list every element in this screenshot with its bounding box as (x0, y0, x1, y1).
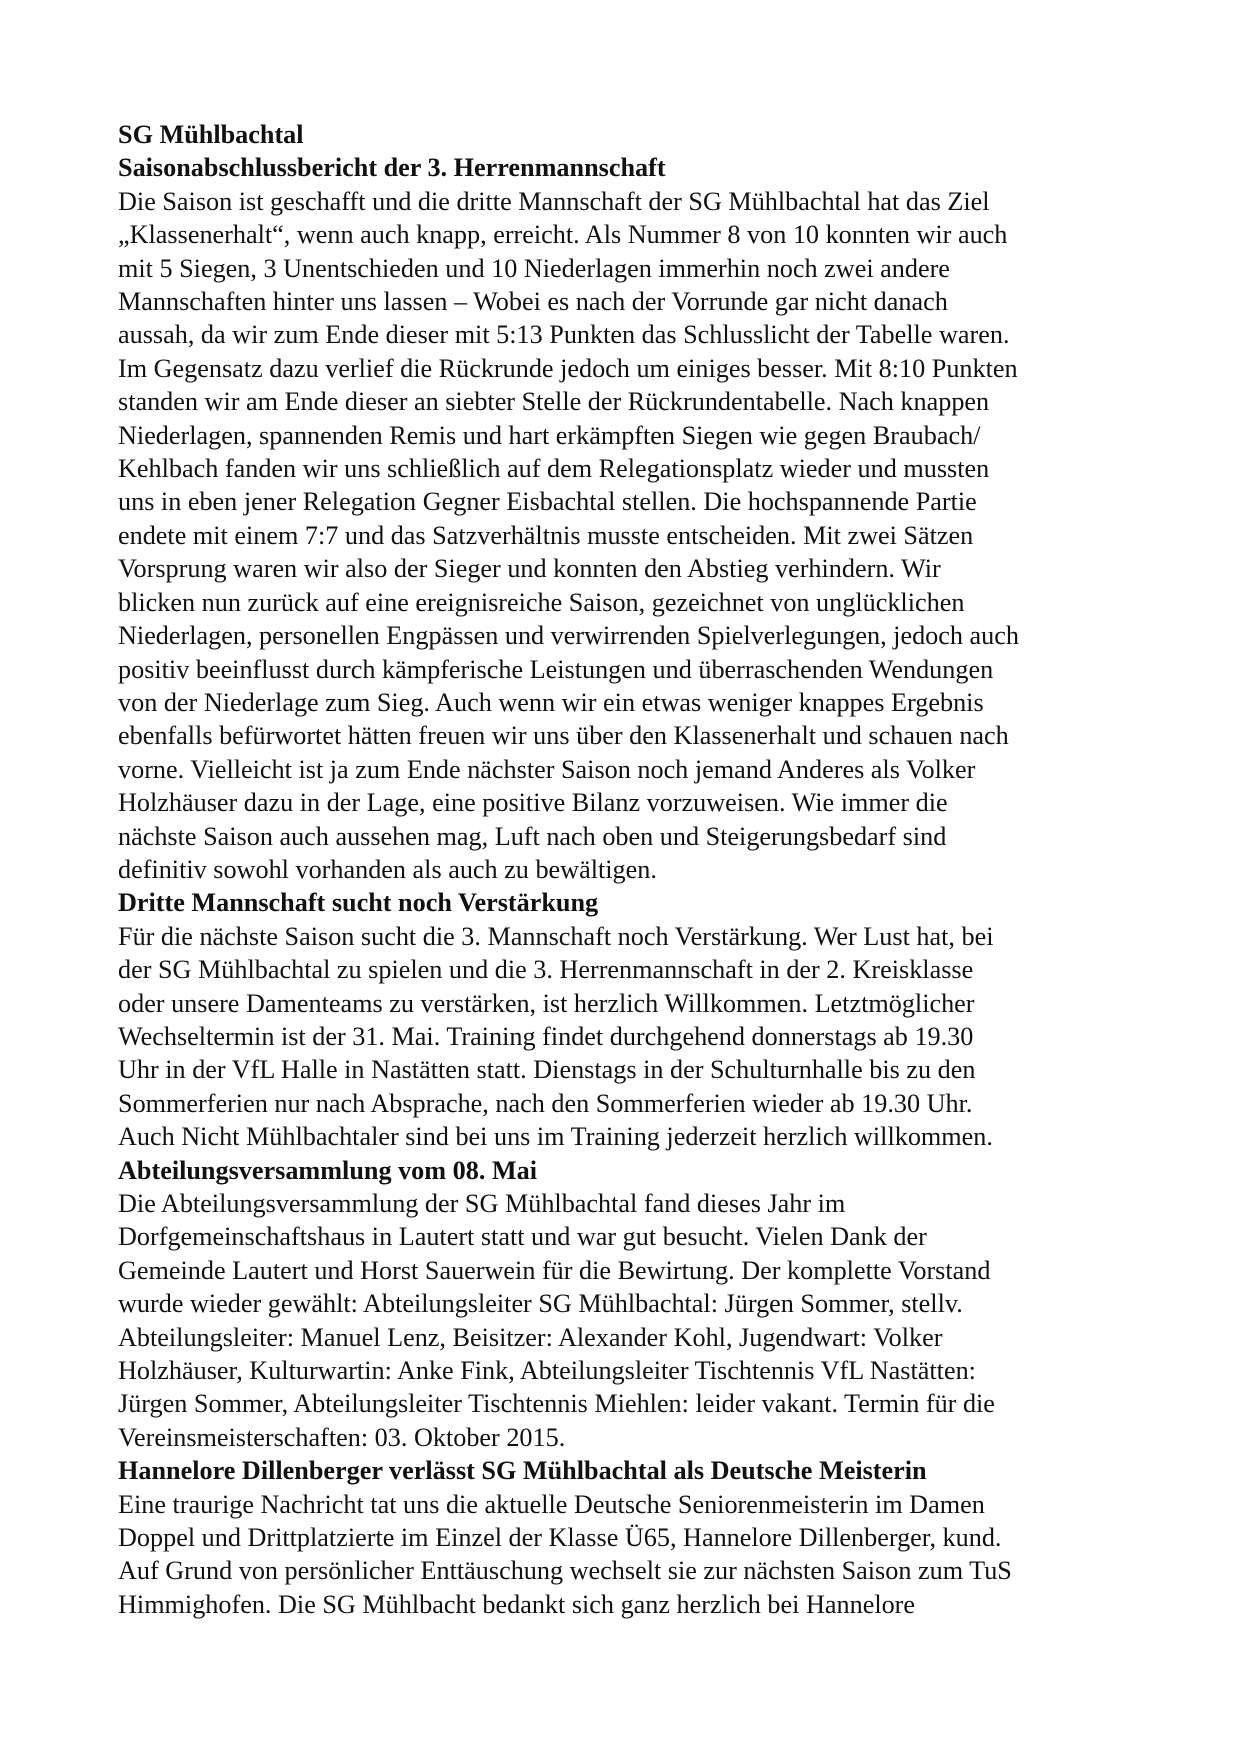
text-line: Dorfgemeinschaftshaus in Lautert statt und war gut besucht. Vielen Dank der (118, 1222, 927, 1252)
text-line: Kehlbach fanden wir uns schließlich auf dem Relegationsplatz wieder und mussten (118, 454, 990, 484)
text-line: Niederlagen, personellen Engpässen und verwirrenden Spielverlegungen, jedoch auch (118, 621, 1019, 651)
text-line: Wechseltermin ist der 31. Mai. Training findet durchgehend donnerstags ab 19.30 (118, 1021, 974, 1051)
text-line: mit 5 Siegen, 3 Unentschieden und 10 Niederlagen immerhin noch zwei andere (118, 253, 950, 283)
text-line: Auch Nicht Mühlbachtaler sind bei uns im Training jederzeit herzlich willkommen. (118, 1122, 993, 1152)
text-line: positiv beeinflusst durch kämpferische Leistungen und überraschenden Wendungen (118, 654, 994, 684)
section-body-team-recruitment (118, 920, 1134, 1154)
text-line: Abteilungsleiter: Manuel Lenz, Beisitzer: Alexander Kohl, Jugendwart: Volker (118, 1322, 943, 1352)
text-line: Eine traurige Nachricht tat uns die aktuelle Deutsche Seniorenmeisterin im Damen (118, 1489, 985, 1519)
text-line: Sommerferien nur nach Absprache, nach den Sommerferien wieder ab 19.30 Uhr. (118, 1088, 973, 1118)
text-line: endete mit einem 7:7 und das Satzverhältnis musste entscheiden. Mit zwei Sätzen (118, 520, 974, 550)
text-line: vorne. Vielleicht ist ja zum Ende nächster Saison noch jemand Anderes als Volker (118, 754, 976, 784)
text-line: Jürgen Sommer, Abteilungsleiter Tischtennis Miehlen: leider vakant. Termin für die (118, 1389, 995, 1419)
document-page (118, 118, 1134, 1621)
text-line: „Klassenerhalt“, wenn auch knapp, erreicht. Als Nummer 8 von 10 konnten wir auch (118, 220, 1008, 250)
text-line: Vereinsmeisterschaften: 03. Oktober 2015. (118, 1422, 566, 1452)
text-line: Mannschaften hinter uns lassen – Wobei es nach der Vorrunde gar nicht danach (118, 287, 948, 317)
text-line: Auf Grund von persönlicher Enttäuschung wechselt sie zur nächsten Saison zum TuS (118, 1556, 1012, 1586)
text-line: Für die nächste Saison sucht die 3. Mannschaft noch Verstärkung. Wer Lust hat, bei (118, 921, 994, 951)
text-line: von der Niederlage zum Sieg. Auch wenn wir ein etwas weniger knappes Ergebnis (118, 687, 984, 717)
section-body-assembly (118, 1187, 1134, 1454)
section-body-season-report (118, 185, 1134, 887)
text-line: Himmighofen. Die SG Mühlbacht bedankt sich ganz herzlich bei Hannelore (118, 1589, 916, 1619)
text-line: Uhr in der VfL Halle in Nastätten statt. Dienstags in der Schulturnhalle bis zu den (118, 1055, 976, 1085)
text-line: nächste Saison auch aussehen mag, Luft nach oben und Steigerungsbedarf sind (118, 821, 947, 851)
section-heading-team-recruitment: Dritte Mannschaft sucht noch Verstärkung (118, 888, 599, 918)
text-line: uns in eben jener Relegation Gegner Eisbachtal stellen. Die hochspannende Partie (118, 487, 977, 517)
text-line: Gemeinde Lautert und Horst Sauerwein für die Bewirtung. Der komplette Vorstand (118, 1255, 991, 1285)
text-line: Holzhäuser, Kulturwartin: Anke Fink, Abteilungsleiter Tischtennis VfL Nastätten: (118, 1356, 976, 1386)
text-line: definitiv sowohl vorhanden als auch zu bewältigen. (118, 854, 657, 884)
text-line: Im Gegensatz dazu verlief die Rückrunde jedoch um einiges besser. Mit 8:10 Punkten (118, 353, 1018, 383)
text-line: Niederlagen, spannenden Remis und hart erkämpften Siegen wie gegen Braubach/ (118, 420, 981, 450)
text-line: Die Abteilungsversammlung der SG Mühlbachtal fand dieses Jahr im (118, 1189, 846, 1218)
text-line: ebenfalls befürwortet hätten freuen wir uns über den Klassenerhalt und schauen nach (118, 721, 1009, 751)
section-body-dillenberger (118, 1488, 1134, 1622)
text-line: wurde wieder gewählt: Abteilungsleiter SG Mühlbachtal: Jürgen Sommer, stellv. (118, 1289, 963, 1319)
section-heading-season-report: Saisonabschlussbericht der 3. Herrenmannschaft (118, 153, 666, 183)
text-line: Die Saison ist geschafft und die dritte Mannschaft der SG Mühlbachtal hat das Ziel (118, 186, 990, 216)
text-line: blicken nun zurück auf eine ereignisreiche Saison, gezeichnet von unglücklichen (118, 587, 965, 617)
section-heading-assembly: Abteilungsversammlung vom 08. Mai (118, 1155, 537, 1185)
text-line: Vorsprung waren wir also der Sieger und konnten den Abstieg verhindern. Wir (118, 554, 941, 584)
text-line: der SG Mühlbachtal zu spielen und die 3. Herrenmannschaft in der 2. Kreisklasse (118, 955, 974, 985)
club-title: SG Mühlbachtal (118, 120, 304, 149)
text-line: Holzhäuser dazu in der Lage, eine positive Bilanz vorzuweisen. Wie immer die (118, 788, 948, 818)
text-line: oder unsere Damenteams zu verstärken, ist herzlich Willkommen. Letztmöglicher (118, 988, 975, 1018)
text-line: Doppel und Drittplatzierte im Einzel der Klasse Ü65, Hannelore Dillenberger, kund. (118, 1523, 1002, 1553)
text-line: standen wir am Ende dieser an siebter Stelle der Rückrundentabelle. Nach knappen (118, 387, 990, 417)
section-heading-dillenberger: Hannelore Dillenberger verlässt SG Mühlbachtal als Deutsche Meisterin (118, 1456, 927, 1486)
text-line: aussah, da wir zum Ende dieser mit 5:13 Punkten das Schlusslicht der Tabelle waren. (118, 320, 1010, 350)
